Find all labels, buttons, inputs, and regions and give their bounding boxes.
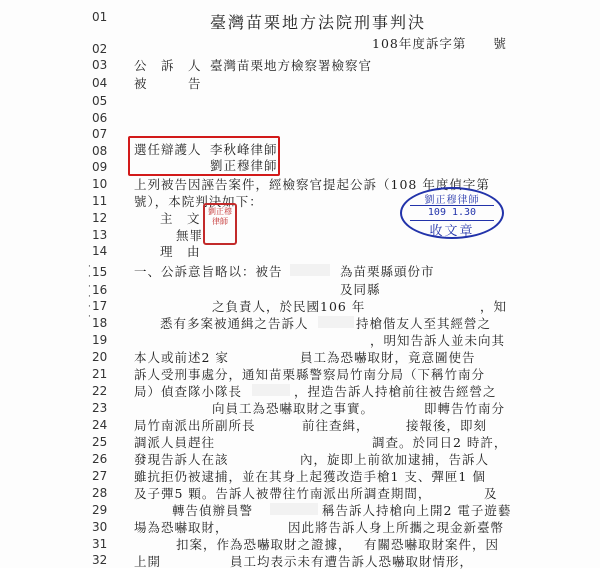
line-number: 11: [92, 194, 108, 208]
line-number: 09: [92, 160, 108, 174]
counsel-label: 選任辯護人: [134, 142, 202, 157]
body-line: 前往查緝，: [302, 418, 370, 433]
line-number: 15: [92, 265, 108, 279]
section-heading-main: 主 文: [160, 211, 201, 226]
body-line: 為苗栗縣頭份市: [340, 264, 435, 279]
defendant-label: 被 告: [134, 76, 202, 91]
page-title: 臺灣苗栗地方法院刑事判決: [210, 13, 427, 32]
body-line: 稱告訴人持槍向上開2 電子遊藝: [322, 503, 512, 518]
line-number: 22: [92, 384, 108, 398]
body-line: 局）偵查隊小隊長: [134, 384, 243, 399]
counsel-name-2: 劉正穆律師: [210, 158, 278, 173]
line-number: 29: [92, 503, 108, 517]
red-stamp-seal: [203, 203, 237, 245]
line-number: 07: [92, 127, 108, 141]
body-line: 及: [484, 486, 498, 501]
body-line: 一、公訴意旨略以：被告: [134, 264, 283, 279]
body-line: 之負責人，於民國106 年: [212, 299, 366, 314]
body-line: 轉告偵辦員警: [172, 503, 254, 518]
stamp-label: 收文章: [429, 224, 475, 239]
body-line: 內，旋即上前欲加逮捕，告訴人: [300, 452, 490, 467]
stamp-date: 109 1.30: [427, 207, 477, 218]
line-number: 13: [92, 228, 108, 242]
line-number: 24: [92, 418, 108, 432]
body-line: 局竹南派出所副所長: [134, 418, 256, 433]
line-number: 20: [92, 350, 108, 364]
line-number: 17: [92, 299, 108, 313]
line-number: 26: [92, 452, 108, 466]
redaction: [270, 503, 318, 515]
prosecutor-text: 臺灣苗栗地方檢察署檢察官: [210, 58, 373, 73]
redaction: [290, 264, 330, 276]
body-line: 訴人受刑事處分，通知苗栗縣警察局竹南分局（下稱竹南分: [134, 367, 486, 382]
prosecutor-label: 公 訴 人: [134, 58, 202, 73]
body-line: 調查。於同日2 時許，: [372, 435, 508, 450]
line-number: 10: [92, 177, 108, 191]
section-heading-reason: 理 由: [160, 244, 201, 259]
line-number: 19: [92, 333, 108, 347]
line-number: 16: [92, 283, 108, 297]
line-number: 05: [92, 94, 108, 108]
line-number: 21: [92, 367, 108, 381]
binding-holes: · · · · · ·: [88, 262, 91, 322]
line-number: 25: [92, 435, 108, 449]
body-line: 場為恐嚇取財，: [134, 520, 229, 535]
body-line: 因此將告訴人身上所攜之現金新臺幣: [288, 520, 505, 535]
body-line: 有關恐嚇取財案件，因: [364, 537, 500, 552]
line-number: 31: [92, 537, 108, 551]
body-line: 上開: [134, 554, 162, 569]
line-number: 30: [92, 520, 108, 534]
body-line: 向員工為恐嚇取財之事實。: [212, 401, 375, 416]
line-number: 32: [92, 553, 108, 567]
line-number: 27: [92, 469, 108, 483]
case-number: 108年度訴字第 號: [372, 36, 507, 51]
body-line: ，明知告訴人並未向其: [370, 333, 506, 348]
body-line: 發現告訴人在該: [134, 452, 229, 467]
body-line: 扣案，作為恐嚇取財之證據，: [176, 537, 352, 552]
line-number: 18: [92, 316, 108, 330]
body-line: ，知: [480, 299, 508, 314]
line-number: 03: [92, 58, 108, 72]
body-line: 本人或前述2 家: [134, 350, 229, 365]
body-line: 雖抗拒仍被逮捕，並在其身上起獲改造手槍1 支、彈匣1 個: [134, 469, 486, 484]
line-number: 01: [92, 10, 108, 24]
verdict-text: 無罪: [176, 228, 204, 243]
body-line: ，捏造告訴人持槍前往被告經營之: [294, 384, 497, 399]
line-number: 08: [92, 144, 108, 158]
body-line: 悉有多案被通緝之告訴人: [160, 316, 309, 331]
body-line: 即轉告竹南分: [424, 401, 506, 416]
line-number: 06: [92, 111, 108, 125]
red-seal-text: 劉正穆律師: [208, 207, 232, 226]
body-line: 員工均表示未有遭告訴人恐嚇取財情形，: [230, 554, 474, 569]
line-number: 28: [92, 486, 108, 500]
body-line: 號），本院判決如下：: [134, 194, 263, 209]
body-line: 上列被告因誣告案件，經檢察官提起公訴（108 年度偵字第: [134, 177, 490, 192]
line-number: 12: [92, 211, 108, 225]
line-number: 14: [92, 244, 108, 258]
line-number: 23: [92, 401, 108, 415]
blue-receipt-stamp: [400, 187, 504, 239]
body-line: 調派人員趕往: [134, 435, 216, 450]
body-line: 及同縣: [340, 282, 381, 297]
line-number: 04: [92, 76, 108, 90]
line-number: 02: [92, 42, 108, 56]
stamp-name: 劉正穆律師: [424, 195, 480, 206]
body-line: 持槍偕友人至其經營之: [356, 316, 492, 331]
counsel-name-1: 李秋峰律師: [210, 142, 278, 157]
redaction: [252, 384, 290, 396]
body-line: 及子彈5 顆。告訴人被帶往竹南派出所調查期間，: [134, 486, 432, 501]
body-line: 接報後，即刻: [406, 418, 488, 433]
redaction: [318, 316, 354, 328]
body-line: 員工為恐嚇取財，竟意圖使告: [300, 350, 476, 365]
